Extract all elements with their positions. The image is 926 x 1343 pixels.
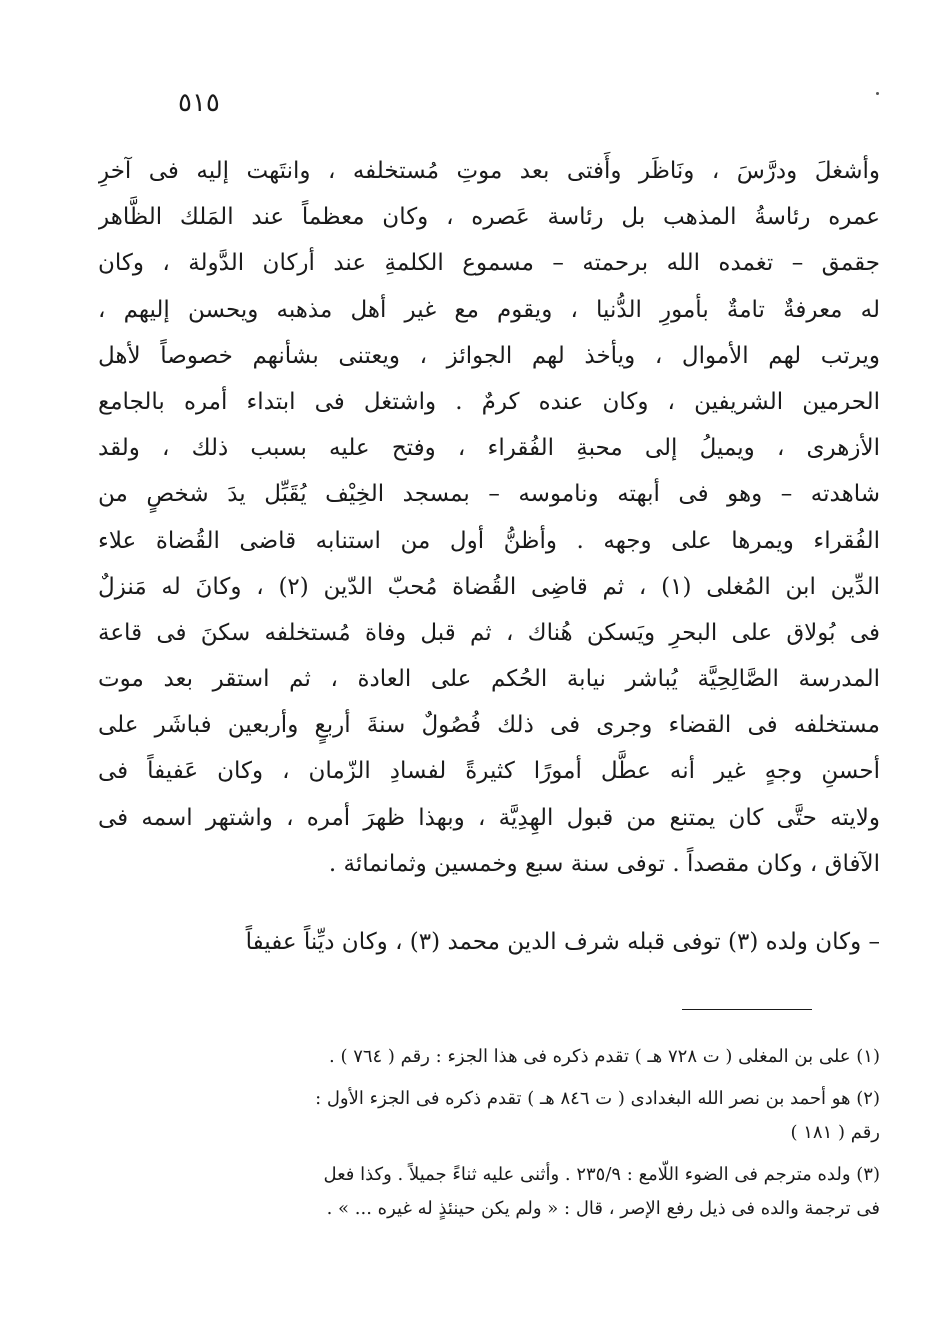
text-line: الفُقراء ويمرها على وجهه . وأظنُّ أول من استنابه قاضى القُضاة علاء [98, 527, 880, 554]
footnote-1: (١) على بن المغلى ( ت ٧٢٨ هـ ) تقدم ذكره فى هذا الجزء : رقم ( ٧٦٤ ) . [329, 1046, 880, 1067]
text-line: شاهدته – وهو فى أبهته وناموسه – بمسجد الخِيْف يُقَبِّل يدَ شخصٍ من [98, 481, 880, 508]
footnotes [98, 1040, 880, 1226]
text-line: الآفاق ، وكان مقصداً . توفى سنة سبع وخمسين وثمانمائة . [328, 850, 880, 877]
text-line: له معرفةٌ تامةٌ بأمورِ الدُّنيا ، ويقوم مع غير أهل مذهبه ويحسن إليهم ، [98, 296, 880, 323]
text-line: ويرتب لهم الأموال ، ويأخذ لهم الجوائز ، ويعتنى بشأنهم خصوصاً لأهل [98, 342, 880, 369]
text-line: مستخلفه فى القضاء وجرى فى ذلك فُصُولٌ سنةَ أربعٍ وأربعين فباشَر على [98, 712, 880, 739]
text-line: وأشغلَ ودرَّسَ ، ونَاظَر وأَفتى بعد موتِ مُستخلفه ، وانتَهت إليه فى آخرِ [98, 158, 880, 184]
text-line: أحسنِ وجهٍ غير أنه عطَّل أمورًا كثيرةً لفسادِ الزّمان ، وكان عَفيفاً فى [98, 758, 880, 785]
text-line: الدِّين ابن المُغلى (١) ، ثم قاضِى القُضاة مُحبّ الدّين (٢) ، وكانَ له مَنزلٌ [98, 573, 880, 600]
page-number: ٥١٥ [178, 88, 220, 118]
footnote-separator [682, 1009, 812, 1010]
footnote-3: (٣) ولده مترجم فى الضوء اللّامع : ٢٣٥/٩ . وأثنى عليه ثناءً جميلاً . وكذا فعل [323, 1164, 880, 1185]
second-paragraph: – وكان ولده (٣) توفى قبله شرف الدين محمد (٣) ، وكان ديِّناً عفيفاً [245, 929, 880, 955]
text-line: الحرمين الشريفين ، وكان عنده كرمٌ . واشتغل فى ابتداء أمره بالجامع [98, 388, 880, 415]
text-line: ولايته حتَّى كان يمتنع من قبول الهِدِيَّة ، وبهذا ظهرَ أمره ، واشتهر اسمه فى [98, 804, 880, 831]
text-line: عمره رئاسةُ المذهب بل رئاسة عَصره ، وكان معظماً عند المَلك الظَّاهر [98, 204, 880, 231]
scan-speck [876, 92, 879, 95]
text-line: جقمق – تغمده الله برحمته – مسموع الكلمةِ عند أركان الدَّولة ، وكان [98, 250, 880, 277]
text-line: المدرسة الصَّالِحِيَّة يُباشر نيابة الحُكم على العادة ، ثم استقر بعد موت [98, 666, 880, 693]
main-paragraph [98, 148, 880, 887]
footnote-2-continued: رقم ( ١٨١ ) [790, 1122, 880, 1143]
text-line: الأزهرى ، ويميلُ إلى محبةِ الفُقراء ، وفتح عليه بسبب ذلك ، ولقد [98, 435, 880, 462]
footnote-2: (٢) هو أحمد بن نصر الله البغدادى ( ت ٨٤٦ هـ ) تقدم ذكره فى الجزء الأول : [315, 1088, 880, 1109]
footnote-3-continued: فى ترجمة والده فى ذيل رفع الإصر ، قال : « ولم يكن حينئذٍ له غيره ... » . [326, 1198, 880, 1219]
text-line: فى بُولاق على البحرِ ويَسكن هُناك ، ثم قبل وفاة مُستخلفه سكنَ فى قاعة [98, 619, 880, 646]
